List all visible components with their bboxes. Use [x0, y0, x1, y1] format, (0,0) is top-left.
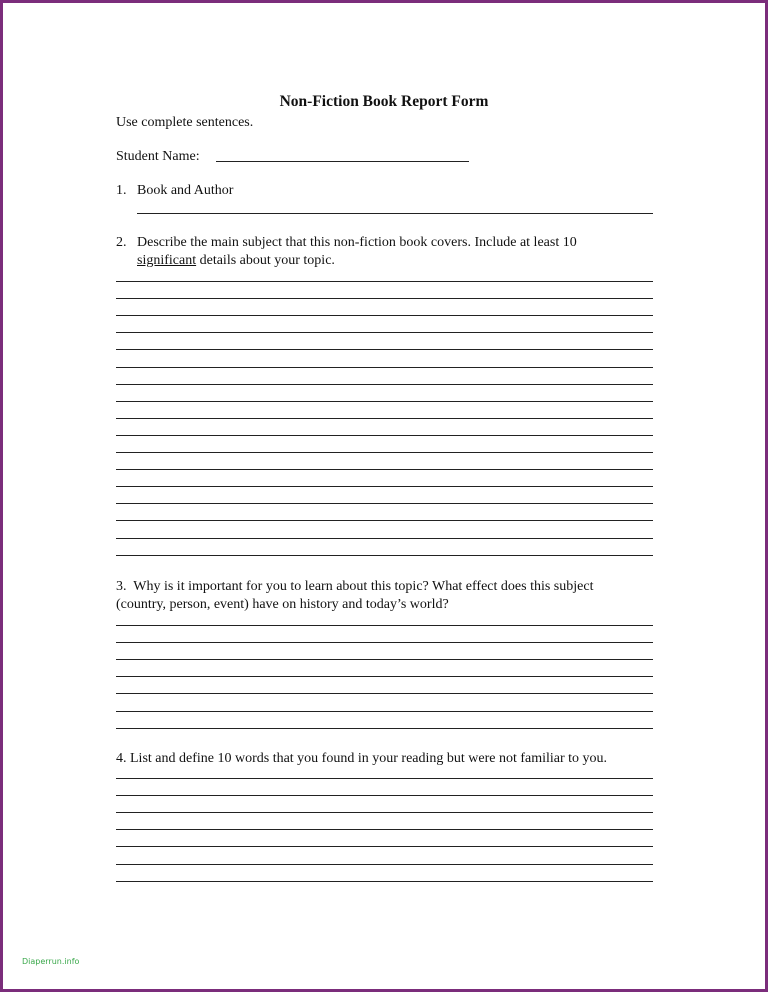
answer-line-q4-2[interactable] [116, 795, 653, 796]
question-4-line [116, 750, 607, 768]
answer-line-q3-6[interactable] [116, 711, 653, 712]
answer-line-q2-3[interactable] [116, 315, 653, 316]
answer-line-q2-4[interactable] [116, 332, 653, 333]
answer-line-q3-4[interactable] [116, 676, 653, 677]
answer-line-q4-7[interactable] [116, 881, 653, 882]
watermark-text: Diaperrun.info [22, 957, 80, 966]
question-1-number: 1. [116, 183, 127, 198]
form-title: Non-Fiction Book Report Form [279, 93, 489, 110]
answer-line-q2-12[interactable] [116, 469, 653, 470]
answer-line-q2-6[interactable] [116, 367, 653, 368]
student-name-label: Student Name: [116, 149, 200, 164]
answer-line-q3-5[interactable] [116, 693, 653, 694]
student-name-field[interactable] [216, 161, 469, 162]
question-4-text: List and define 10 words that you found in your reading but were not familiar to you. [130, 751, 608, 766]
answer-line-q4-6[interactable] [116, 864, 653, 865]
question-4-number: 4. [116, 751, 127, 766]
answer-line-q2-11[interactable] [116, 452, 653, 453]
answer-line-q1[interactable] [137, 213, 653, 214]
question-2-line-1: Describe the main subject that this non-fiction book covers. Include at least 10 [137, 235, 577, 250]
answer-line-q3-7[interactable] [116, 728, 653, 729]
answer-line-q3-2[interactable] [116, 642, 653, 643]
question-1-text: Book and Author [137, 183, 234, 198]
answer-line-q2-9[interactable] [116, 418, 653, 419]
question-2-line-2 [137, 252, 335, 270]
answer-line-q2-5[interactable] [116, 349, 653, 350]
question-3-number: 3. [116, 579, 127, 594]
question-3-line-2: (country, person, event) have on history and today’s world? [116, 597, 449, 612]
question-3-text: Why is it important for you to learn about this topic? What effect does this subject [133, 579, 594, 594]
instruction-text: Use complete sentences. [116, 115, 254, 130]
question-3-line-1 [116, 578, 593, 596]
answer-line-q2-7[interactable] [116, 384, 653, 385]
answer-line-q3-3[interactable] [116, 659, 653, 660]
answer-line-q4-5[interactable] [116, 846, 653, 847]
answer-line-q3-1[interactable] [116, 625, 653, 626]
answer-line-q4-1[interactable] [116, 778, 653, 779]
answer-line-q4-4[interactable] [116, 829, 653, 830]
answer-line-q2-8[interactable] [116, 401, 653, 402]
answer-line-q2-13[interactable] [116, 486, 653, 487]
answer-line-q2-2[interactable] [116, 298, 653, 299]
answer-line-q2-16[interactable] [116, 538, 653, 539]
answer-line-q4-3[interactable] [116, 812, 653, 813]
answer-line-q2-1[interactable] [116, 281, 653, 282]
answer-line-q2-10[interactable] [116, 435, 653, 436]
question-2-number: 2. [116, 235, 127, 250]
question-2-emphasis: significant [137, 253, 197, 268]
answer-line-q2-14[interactable] [116, 503, 653, 504]
answer-line-q2-15[interactable] [116, 520, 653, 521]
answer-line-q2-17[interactable] [116, 555, 653, 556]
question-2-line-2-rest: details about your topic. [196, 253, 335, 268]
